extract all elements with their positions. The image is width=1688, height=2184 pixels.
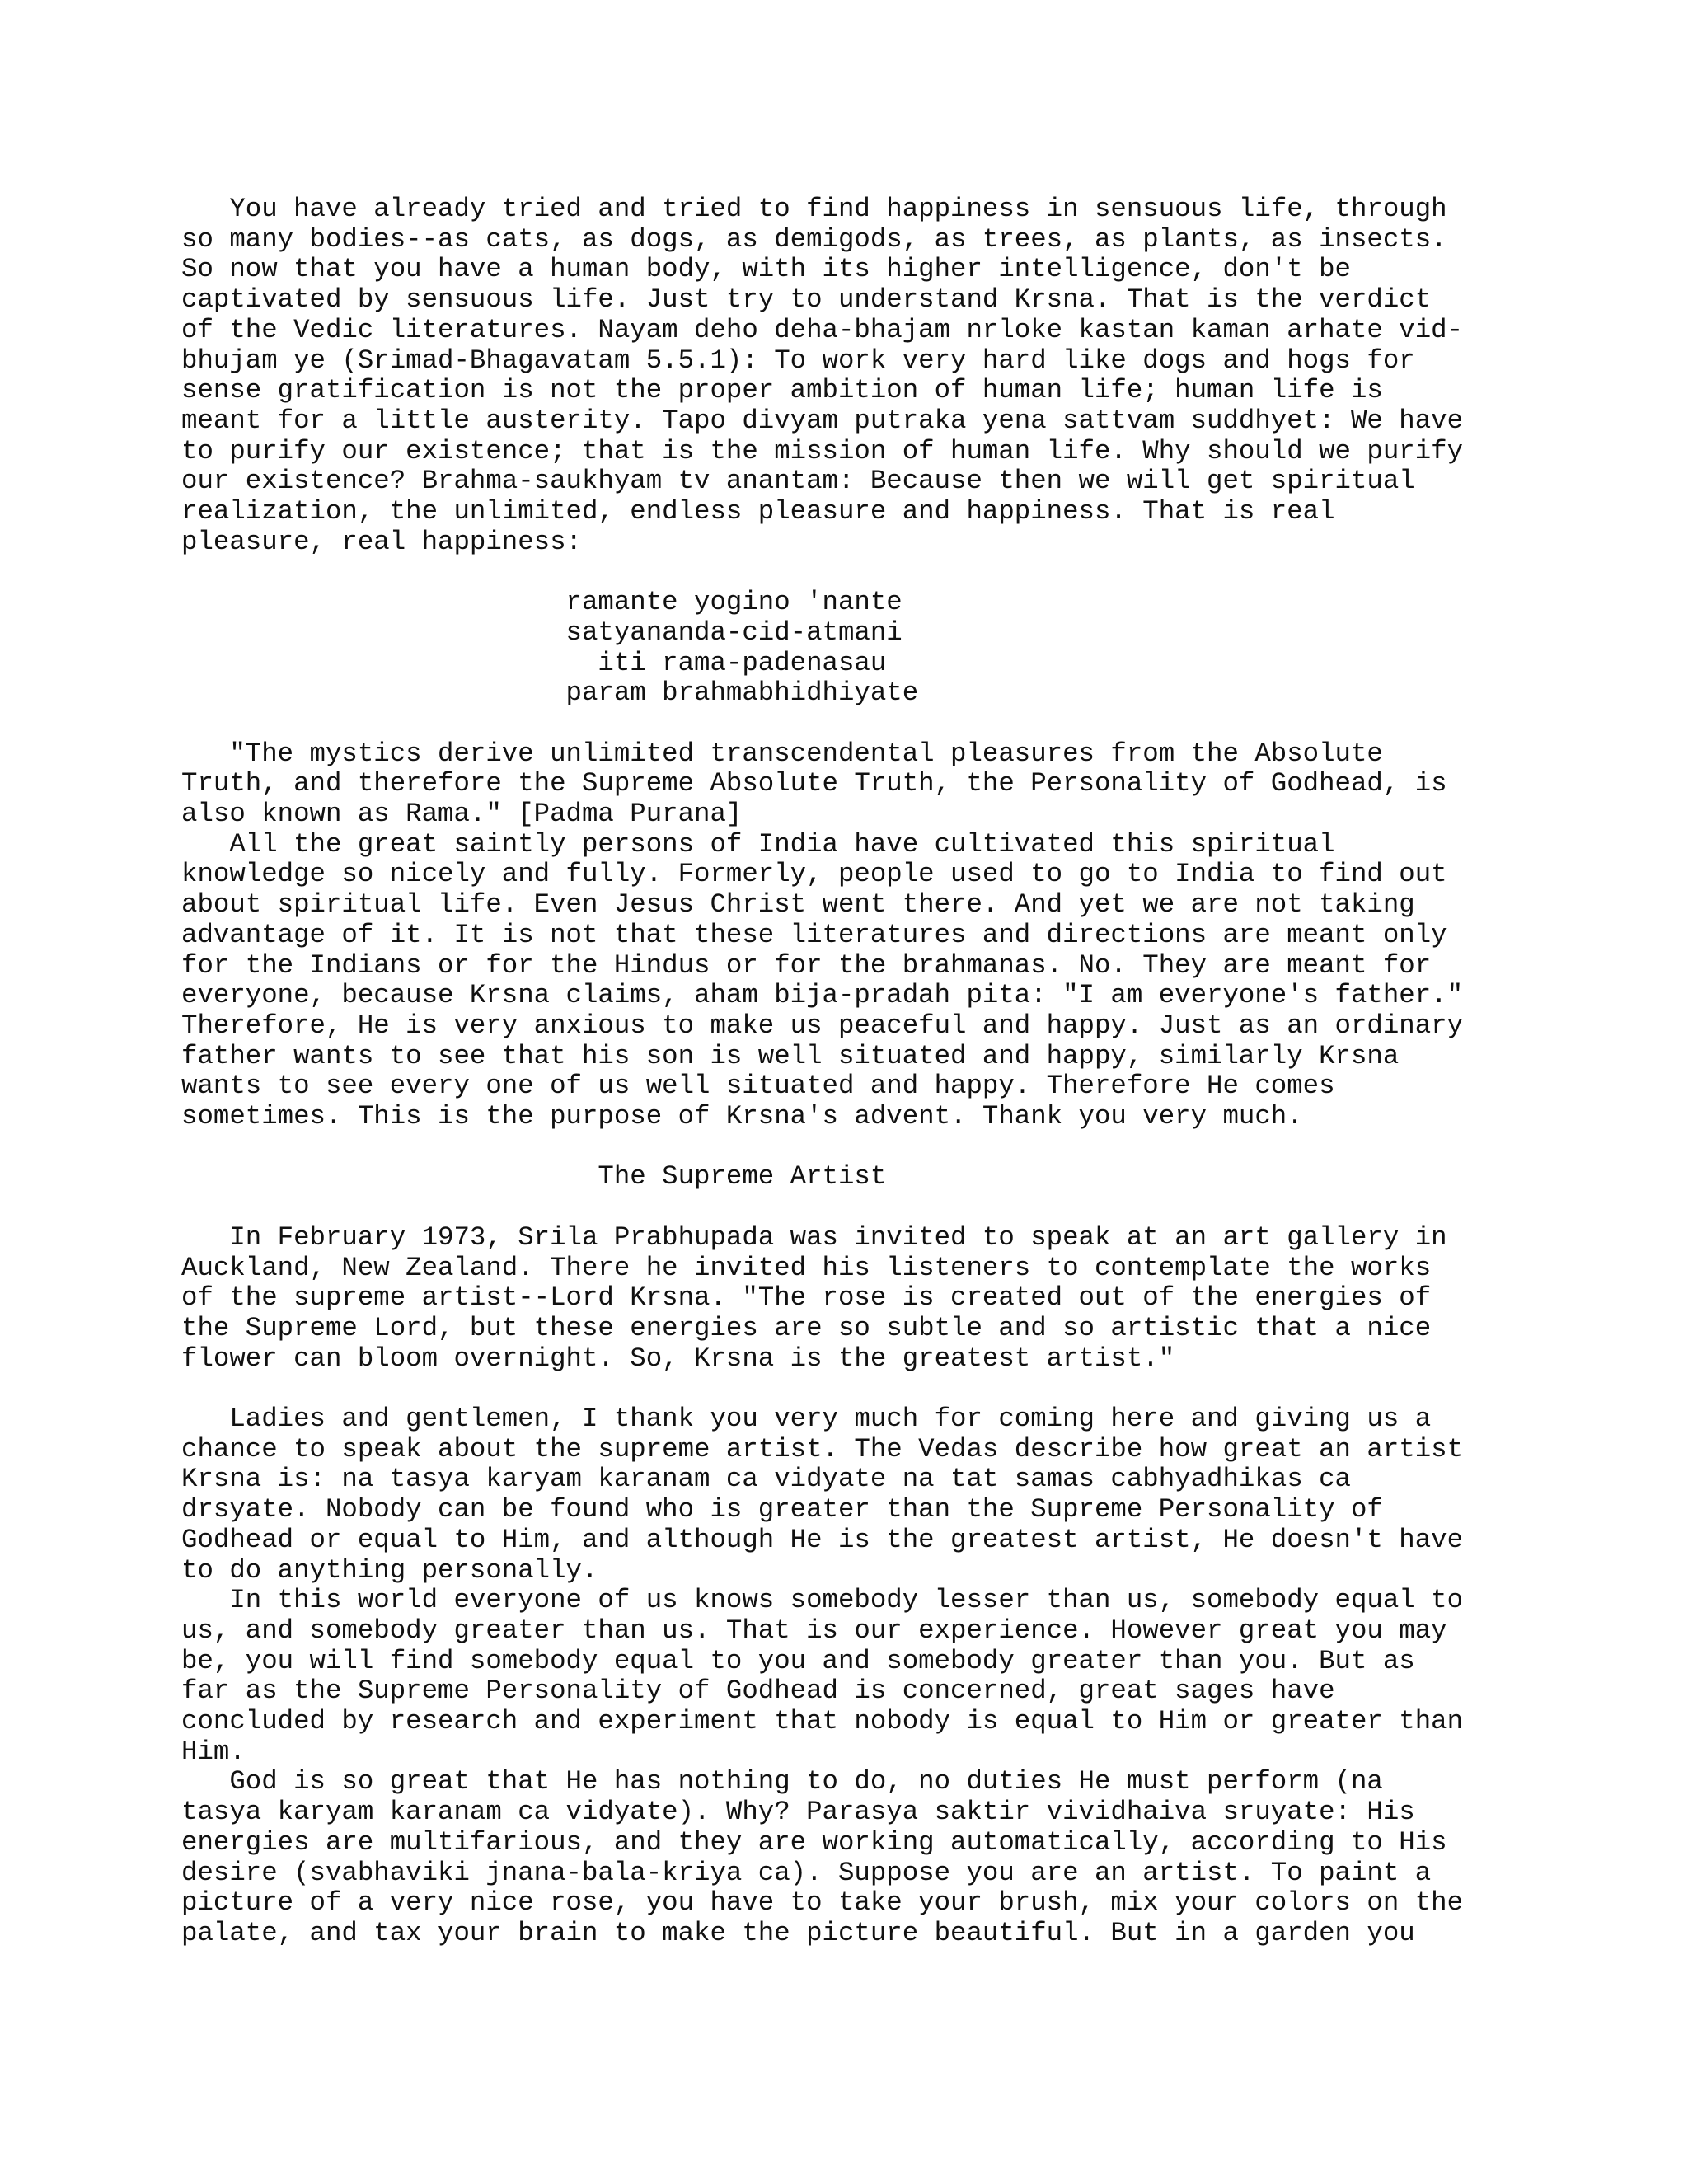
text-line: sense gratification is not the proper ambition of human life; human life is — [181, 375, 1383, 406]
text-line: energies are multifarious, and they are working automatically, according to His — [181, 1826, 1447, 1858]
text-line: father wants to see that his son is well situated and happy, similarly Krsna — [181, 1040, 1400, 1071]
text-line: ramante yogino 'nante — [181, 587, 903, 618]
text-line: so many bodies--as cats, as dogs, as demigods, as trees, as plants, as insects. — [181, 223, 1447, 255]
text-line: desire (svabhaviki jnana-bala-kriya ca). Suppose you are an artist. To paint a — [181, 1857, 1432, 1888]
text-line: In this world everyone of us knows somebody lesser than us, somebody equal to — [181, 1585, 1464, 1616]
text-line: bhujam ye (Srimad-Bhagavatam 5.5.1): To work very hard like dogs and hogs for — [181, 344, 1415, 376]
text-line: Therefore, He is very anxious to make us peaceful and happy. Just as an ordinary — [181, 1010, 1464, 1041]
text-line: Godhead or equal to Him, and although He is the greatest artist, He doesn't have — [181, 1524, 1464, 1555]
text-line: to do anything personally. — [181, 1554, 598, 1586]
text-line: Him. — [181, 1736, 246, 1767]
text-line: advantage of it. It is not that these literatures and directions are meant only — [181, 919, 1447, 950]
text-line: satyananda-cid-atmani — [181, 616, 903, 648]
text-line: chance to speak about the supreme artist. The Vedas describe how great an artist — [181, 1433, 1464, 1465]
text-line: Ladies and gentlemen, I thank you very much for coming here and giving us a — [181, 1404, 1432, 1434]
text-line: the Supreme Lord, but these energies are so subtle and so artistic that a nice — [181, 1312, 1432, 1343]
text-line: our existence? Brahma-saukhyam tv anantam: Because then we will get spiritual — [181, 466, 1415, 497]
text-line: picture of a very nice rose, you have to take your brush, mix your colors on the — [181, 1887, 1464, 1919]
text-line: In February 1973, Srila Prabhupada was invited to speak at an art gallery in — [181, 1221, 1447, 1253]
text-line: also known as Rama." [Padma Purana] — [181, 799, 743, 829]
text-line: So now that you have a human body, with its higher intelligence, don't be — [181, 254, 1351, 285]
text-line: about spiritual life. Even Jesus Christ went there. And yet we are not taking — [181, 889, 1415, 921]
text-line: iti rama-padenasau — [181, 647, 887, 678]
text-line: flower can bloom overnight. So, Krsna is the greatest artist." — [181, 1343, 1175, 1374]
text-line: You have already tried and tried to find happiness in sensuous life, through — [181, 194, 1447, 224]
text-line: everyone, because Krsna claims, aham bija-pradah pita: "I am everyone's father." — [181, 980, 1464, 1011]
text-line: of the supreme artist--Lord Krsna. "The rose is created out of the energies of — [181, 1282, 1432, 1314]
text-line: concluded by research and experiment that nobody is equal to Him or greater than — [181, 1706, 1464, 1736]
text-line: drsyate. Nobody can be found who is greater than the Supreme Personality of — [181, 1494, 1383, 1526]
text-line: to purify our existence; that is the mission of human life. Why should we purify — [181, 435, 1464, 466]
text-line: us, and somebody greater than us. That is our experience. However great you may — [181, 1615, 1447, 1646]
text-line: palate, and tax your brain to make the picture beautiful. But in a garden you — [181, 1917, 1415, 1948]
text-line: The Supreme Artist — [181, 1161, 887, 1193]
text-line: meant for a little austerity. Tapo divyam putraka yena sattvam suddhyet: We have — [181, 405, 1464, 436]
text-line: be, you will find somebody equal to you and somebody greater than you. But as — [181, 1645, 1415, 1676]
text-line: knowledge so nicely and fully. Formerly, people used to go to India to find out — [181, 859, 1447, 890]
text-line: far as the Supreme Personality of Godhead is concerned, great sages have — [181, 1675, 1335, 1707]
text-line: "The mystics derive unlimited transcendental pleasures from the Absolute — [181, 738, 1383, 769]
text-line: of the Vedic literatures. Nayam deho deha-bhajam nrloke kastan kaman arhate vid- — [181, 314, 1464, 345]
text-line: for the Indians or for the Hindus or for the brahmanas. No. They are meant for — [181, 949, 1432, 981]
text-line: Auckland, New Zealand. There he invited his listeners to contemplate the works — [181, 1252, 1432, 1283]
text-line: Krsna is: na tasya karyam karanam ca vidyate na tat samas cabhyadhikas ca — [181, 1464, 1351, 1495]
text-line: sometimes. This is the purpose of Krsna's advent. Thank you very much. — [181, 1101, 1303, 1132]
text-line: pleasure, real happiness: — [181, 526, 582, 557]
text-line: captivated by sensuous life. Just try to understand Krsna. That is the verdict — [181, 284, 1432, 316]
text-line: All the great saintly persons of India have cultivated this spiritual — [181, 828, 1335, 860]
text-line: param brahmabhidhiyate — [181, 677, 919, 709]
text-line: realization, the unlimited, endless pleasure and happiness. That is real — [181, 496, 1335, 527]
text-line: God is so great that He has nothing to do, no duties He must perform (na — [181, 1766, 1383, 1797]
text-line: wants to see every one of us well situated and happy. Therefore He comes — [181, 1071, 1335, 1102]
text-line: tasya karyam karanam ca vidyate). Why? Parasya saktir vividhaiva sruyate: His — [181, 1797, 1415, 1828]
text-line: Truth, and therefore the Supreme Absolute Truth, the Personality of Godhead, is — [181, 768, 1447, 799]
